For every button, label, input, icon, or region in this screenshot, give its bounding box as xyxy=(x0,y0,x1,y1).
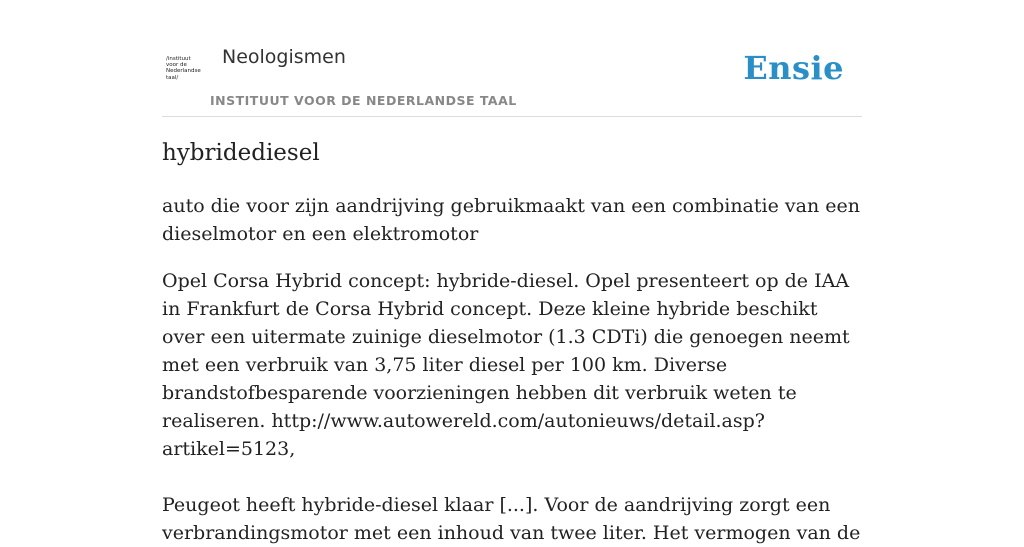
entry-quotes xyxy=(162,267,862,547)
publisher-name: INSTITUUT VOOR DE NEDERLANDSE TAAL xyxy=(210,93,517,108)
logo-line: /instituut xyxy=(166,56,191,62)
quote-paragraph: Opel Corsa Hybrid concept: hybride-diesel. Opel presenteert op de IAA in Frankfurt de Corsa Hybrid concept. Deze kleine hybride beschikt over een uitermate zuinige dieselmotor (1.3 CDTi) die genoegen neemt met een verbruik van 3,75 liter diesel per 100 km. Diverse brandstofbesparende voorzieningen hebben dit verbruik weten te realiseren. http://www.autowereld.com/autonieuws/detail.asp?artikel=5123, xyxy=(162,270,850,460)
institute-logo[interactable] xyxy=(166,56,206,90)
site-name-link[interactable]: Neologismen xyxy=(222,46,346,68)
quote-paragraph: Peugeot heeft hybride-diesel klaar [...]. Voor de aandrijving zorgt een verbrandingsmotor met een inhoud van twee liter. Het vermogen van de xyxy=(162,494,861,544)
logo-line: taal/ xyxy=(166,74,179,81)
entry-definition: auto die voor zijn aandrijving gebruikmaakt van een combinatie van een dieselmotor en een elektromotor xyxy=(162,195,860,245)
site-header xyxy=(162,40,862,117)
logo-line: voor de xyxy=(166,62,187,69)
entry-headword: hybridediesel xyxy=(162,140,320,166)
ensie-brand-logo[interactable]: Ensie xyxy=(743,49,844,87)
logo-line: Nederlandse xyxy=(166,68,201,75)
